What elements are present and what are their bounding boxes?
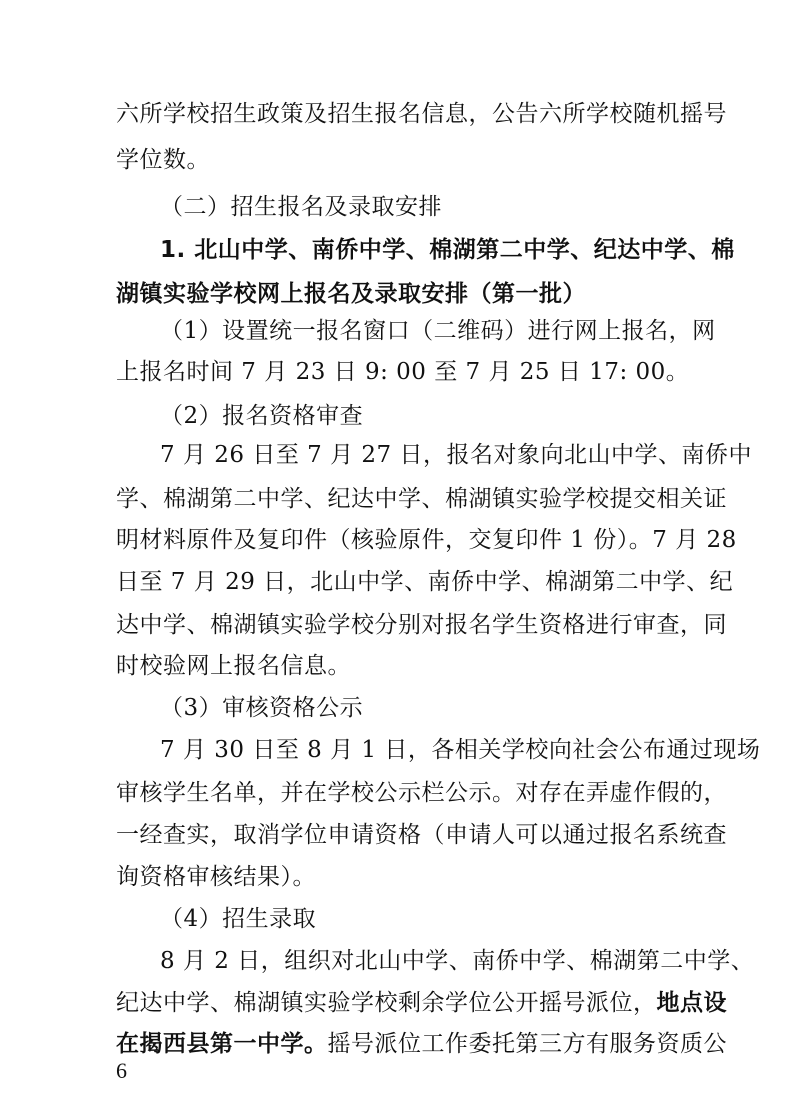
- line-text: 7 月 30 日至 8 月 1 日，各相关学校向社会公布通过现场: [160, 737, 761, 763]
- heading-text: （二）招生报名及录取安排: [160, 194, 442, 220]
- paragraph-line: [0, 140, 792, 180]
- heading-text: 湖镇实验学校网上报名及录取安排（第一批）: [116, 281, 586, 307]
- paragraph-line: [0, 857, 792, 897]
- paragraph-line: [0, 311, 792, 351]
- line-text: 摇号派位工作委托第三方有服务资质公: [327, 1031, 727, 1057]
- paragraph-line: [0, 815, 792, 855]
- paragraph-line: [0, 646, 792, 686]
- paragraph-line: [0, 94, 792, 134]
- line-text: 上报名时间 7 月 23 日 9: 00 至 7 月 25 日 17: 00。: [116, 359, 690, 385]
- heading-text: 1. 北山中学、南侨中学、棉湖第二中学、纪达中学、棉: [160, 237, 735, 263]
- line-text: 7 月 26 日至 7 月 27 日，报名对象向北山中学、南侨中: [160, 442, 752, 468]
- paragraph-line: [0, 983, 792, 1023]
- paragraph-line: [0, 773, 792, 813]
- line-text: 时校验网上报名信息。: [116, 653, 351, 679]
- item-heading: [0, 396, 792, 436]
- paragraph-line: [0, 562, 792, 602]
- section-heading: [0, 187, 792, 227]
- paragraph-line: [0, 520, 792, 560]
- heading-text: （4）招生录取: [160, 906, 317, 932]
- bold-location-text: 地点设: [656, 989, 727, 1016]
- bold-location-text: 在揭西县第一中学。: [116, 1030, 328, 1057]
- line-text: 纪达中学、棉湖镇实验学校剩余学位公开摇号派位，: [116, 990, 657, 1016]
- heading-text: （3）审核资格公示: [160, 695, 364, 721]
- line-text: 六所学校招生政策及招生报名信息，公告六所学校随机摇号: [116, 101, 727, 127]
- line-text: 8 月 2 日，组织对北山中学、南侨中学、棉湖第二中学、: [160, 948, 755, 974]
- paragraph-line: [0, 941, 792, 981]
- paragraph-line: [0, 605, 792, 645]
- subsection-heading: [0, 274, 792, 314]
- paragraph-line: [0, 730, 792, 770]
- line-text: （1）设置统一报名窗口（二维码）进行网上报名，网: [160, 318, 716, 344]
- line-text: 日至 7 月 29 日，北山中学、南侨中学、棉湖第二中学、纪: [116, 569, 734, 595]
- heading-text: （2）报名资格审查: [160, 403, 364, 429]
- paragraph-line: [0, 435, 792, 475]
- line-text: 审核学生名单，并在学校公示栏公示。对存在弄虚作假的，: [116, 780, 727, 806]
- line-text: 询资格审核结果）。: [116, 864, 316, 890]
- line-text: 达中学、棉湖镇实验学校分别对报名学生资格进行审查，同: [116, 612, 727, 638]
- paragraph-line: [0, 479, 792, 519]
- line-text: 学、棉湖第二中学、纪达中学、棉湖镇实验学校提交相关证: [116, 486, 727, 512]
- page-number: 6: [116, 1058, 127, 1083]
- line-text: 一经查实，取消学位申请资格（申请人可以通过报名系统查: [116, 822, 727, 848]
- paragraph-line: [0, 352, 792, 392]
- line-text: 明材料原件及复印件（核验原件，交复印件 1 份）。7 月 28: [116, 527, 737, 553]
- item-heading: [0, 899, 792, 939]
- item-heading: [0, 688, 792, 728]
- subsection-heading: [0, 230, 792, 270]
- line-text: 学位数。: [116, 147, 210, 173]
